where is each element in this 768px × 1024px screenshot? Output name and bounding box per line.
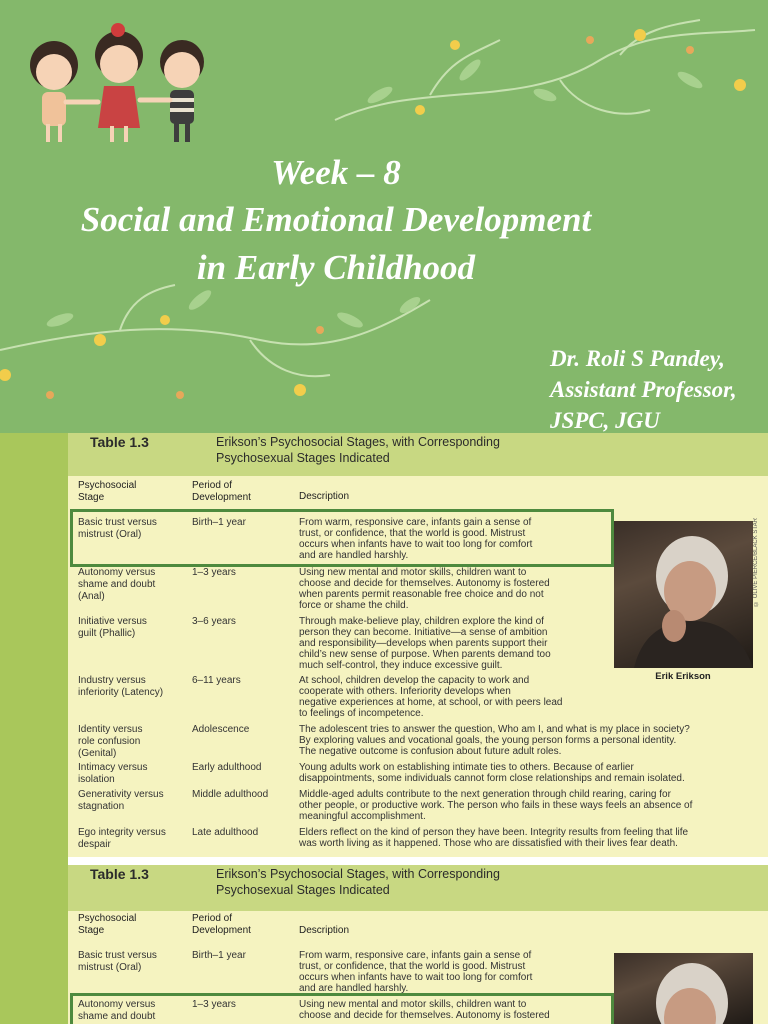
desc-line: occurs when infants have to wait too long for comfort (299, 972, 533, 983)
desc-line: force or shame the child. (299, 600, 409, 611)
desc-line: when parents permit reasonable free choice and do not (299, 589, 544, 600)
desc-line: Through make-believe play, children explore the kind of (299, 616, 544, 627)
desc-line: trust, or confidence, that the world is good. Mistrust (299, 961, 526, 972)
column-header-period-line: Development (192, 492, 251, 503)
column-header-period (192, 913, 251, 937)
stage-line: Basic trust versus (78, 517, 157, 528)
column-header-period-line: Period of (192, 913, 233, 924)
row-period: Adolescence (192, 724, 250, 735)
desc-line: much self-control, they induce excessive guilt. (299, 660, 503, 671)
column-header-stage (78, 913, 136, 937)
column-header-stage-line: Stage (78, 925, 105, 936)
stage-line: role confusion (78, 736, 141, 747)
stage-line: Identity versus (78, 724, 143, 735)
table-label: Table 1.3 (90, 866, 149, 882)
stage-line: mistrust (Oral) (78, 962, 142, 973)
desc-line: other people, or productive work. The person who fails in these ways feels an absence of (299, 800, 693, 811)
desc-line: Using new mental and motor skills, children want to (299, 999, 527, 1010)
table-label: Table 1.3 (90, 434, 149, 450)
erik-erikson-photo (614, 953, 753, 1024)
row-description (299, 762, 759, 784)
desc-line: The adolescent tries to answer the question, Who am I, and what is my place in society? (299, 724, 690, 735)
table-caption-line-2: Psychosexual Stages Indicated (216, 883, 390, 897)
row-stage (78, 616, 147, 640)
stage-line: shame and doubt (78, 1011, 156, 1022)
column-header-description: Description (299, 925, 350, 936)
desc-line: choose and decide for themselves. Autonomy is fostered (299, 1010, 550, 1021)
column-header-stage (78, 480, 136, 504)
desc-line: meaningful accomplishment. (299, 811, 426, 822)
desc-line: disappointments, some individuals cannot form close relationships and remain isolated. (299, 773, 685, 784)
row-period: 6–11 years (192, 675, 241, 686)
stage-line: Ego integrity versus (78, 827, 166, 838)
title-slide (0, 0, 768, 433)
desc-line: By exploring values and vocational goals, the young person forms a personal identity. (299, 735, 677, 746)
table-caption (216, 866, 636, 898)
row-description (299, 724, 759, 757)
row-stage (78, 789, 164, 813)
column-header-stage-line: Psychosocial (78, 913, 137, 924)
highlight-box (70, 509, 614, 567)
desc-line: and responsibility—develops when parents support their (299, 638, 548, 649)
erikson-table-scan (68, 433, 768, 857)
row-stage (78, 762, 147, 786)
photo-credit: © OLIVE PIERCE/BLACK STAR (753, 518, 759, 606)
table-caption-line-1: Erikson’s Psychosocial Stages, with Corresponding (216, 435, 500, 449)
desc-line: was worth living as it happened. Those who are dissatisfied with their lives fear death. (299, 838, 678, 849)
stage-line: Industry versus (78, 675, 146, 686)
desc-line: and are handled harshly. (299, 983, 409, 994)
stage-line: despair (78, 839, 111, 850)
desc-line: The negative outcome is confusion about future adult roles. (299, 746, 562, 757)
desc-line: Elders reflect on the kind of person they have been. Integrity results from feeling that life (299, 827, 689, 838)
row-stage (78, 827, 166, 851)
row-description (299, 789, 759, 822)
erikson-table-scan-duplicate (68, 865, 768, 1024)
stage-line: isolation (78, 774, 115, 785)
slide-title-week: Week – 8 (271, 153, 401, 192)
stage-line: Intimacy versus (78, 762, 148, 773)
stage-line: (Genital) (78, 748, 117, 759)
portrait-silhouette (614, 521, 753, 668)
desc-line: child’s new sense of purpose. When parents demand too (299, 649, 551, 660)
desc-line: Middle-aged adults contribute to the next generation through child rearing, caring for (299, 789, 671, 800)
desc-line: Using new mental and motor skills, children want to (299, 567, 527, 578)
desc-line: From warm, responsive care, infants gain a sense of (299, 950, 532, 961)
slide-title-line-1: Social and Emotional Development (80, 200, 592, 239)
erik-erikson-photo (614, 521, 753, 668)
row-period: Early adulthood (192, 762, 262, 773)
stage-line: mistrust (Oral) (78, 529, 142, 540)
desc-line: person they can become. Initiative—a sense of ambition (299, 627, 548, 638)
row-period: Middle adulthood (192, 789, 269, 800)
column-header-stage-line: Stage (78, 492, 105, 503)
row-description (299, 827, 759, 849)
column-header-description: Description (299, 491, 350, 502)
row-period: Birth–1 year (192, 950, 246, 961)
stage-line: (Anal) (78, 591, 105, 602)
table-caption-line-2: Psychosexual Stages Indicated (216, 451, 390, 465)
photo-caption: Erik Erikson (655, 671, 711, 682)
slide-title-line-2: in Early Childhood (196, 248, 476, 287)
stage-line: stagnation (78, 801, 125, 812)
column-header-period (192, 480, 251, 504)
desc-line: trust, or confidence, that the world is good. Mistrust (299, 528, 526, 539)
row-period: Birth–1 year (192, 517, 246, 528)
stage-line: Autonomy versus (78, 567, 156, 578)
table-caption (216, 434, 636, 466)
stage-line: Initiative versus (78, 616, 147, 627)
row-period: 1–3 years (192, 999, 236, 1010)
row-stage (78, 724, 142, 760)
author-affiliation: JSPC, JGU (550, 408, 660, 433)
column-header-period-line: Development (192, 925, 251, 936)
desc-line: From warm, responsive care, infants gain a sense of (299, 517, 532, 528)
stage-line: Autonomy versus (78, 999, 156, 1010)
desc-line: choose and decide for themselves. Autonomy is fostered (299, 578, 550, 589)
row-period: 3–6 years (192, 616, 236, 627)
row-stage (78, 567, 155, 603)
desc-line: cooperate with others. Inferiority develops when (299, 686, 511, 697)
author-position: Assistant Professor, (550, 377, 737, 402)
row-period: 1–3 years (192, 567, 236, 578)
table-caption-line-1: Erikson’s Psychosocial Stages, with Corresponding (216, 867, 500, 881)
row-period: Late adulthood (192, 827, 259, 838)
stage-line: Generativity versus (78, 789, 164, 800)
author-name: Dr. Roli S Pandey, (550, 346, 725, 371)
scan-separator (68, 857, 768, 865)
row-stage (78, 950, 157, 974)
table-header-band (68, 865, 768, 911)
left-green-strip (0, 433, 68, 1024)
column-header-stage-line: Psychosocial (78, 480, 137, 491)
desc-line: to feelings of incompetence. (299, 708, 424, 719)
desc-line: negative experiences at home, at school, or with peers lead (299, 697, 563, 708)
row-stage (78, 999, 155, 1023)
portrait-silhouette (614, 953, 753, 1024)
desc-line: Young adults work on establishing intimate ties to others. Because of earlier (299, 762, 634, 773)
desc-line: and are handled harshly. (299, 550, 409, 561)
desc-line: At school, children develop the capacity to work and (299, 675, 530, 686)
stage-line: shame and doubt (78, 579, 156, 590)
table-header-band (68, 433, 768, 476)
desc-line: occurs when infants have to wait too long for comfort (299, 539, 533, 550)
stage-line: inferiority (Latency) (78, 687, 164, 698)
stage-line: guilt (Phallic) (78, 628, 136, 639)
column-header-period-line: Period of (192, 480, 233, 491)
stage-line: Basic trust versus (78, 950, 157, 961)
row-stage (78, 675, 163, 699)
